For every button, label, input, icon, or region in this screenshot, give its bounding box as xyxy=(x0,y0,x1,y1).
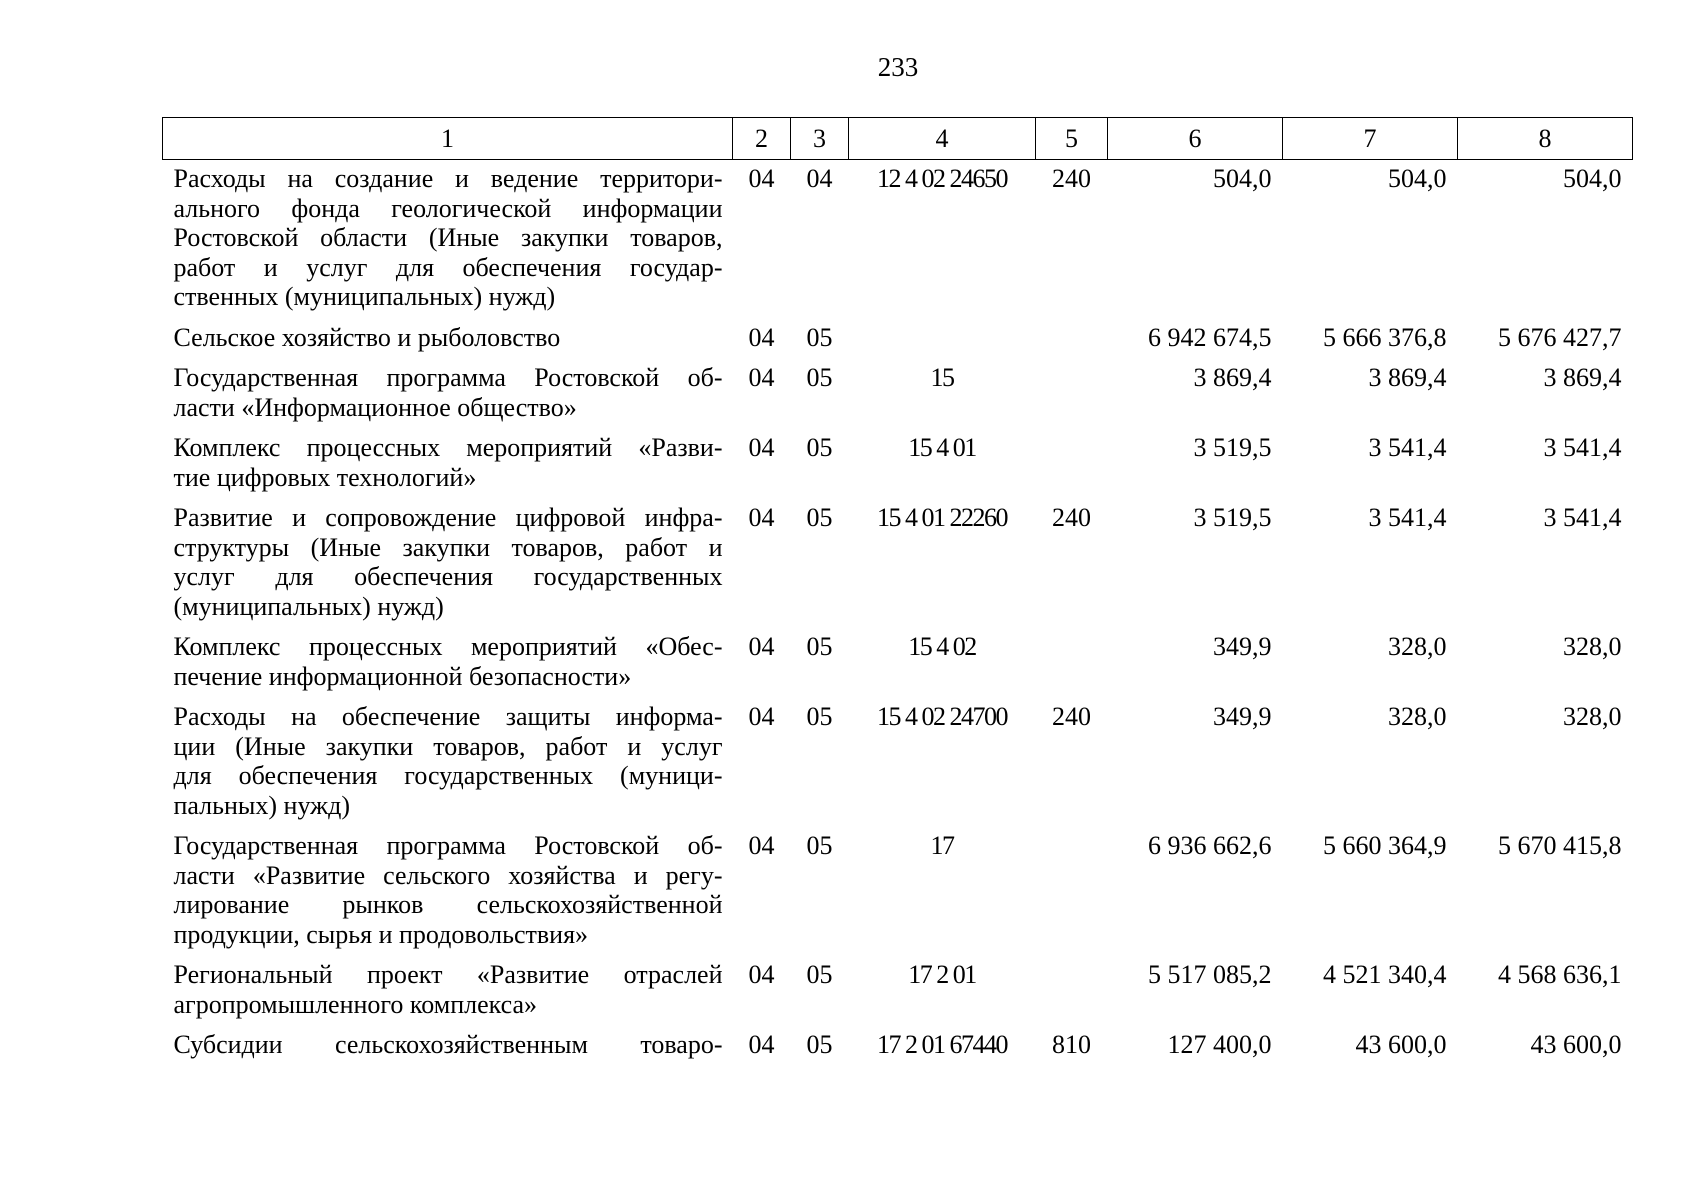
row-expense-type xyxy=(1036,429,1108,499)
row-subsection-code: 05 xyxy=(806,632,833,661)
row-target-article: 17 xyxy=(930,831,954,860)
table-row xyxy=(163,160,1633,319)
row-expense-type: 240 xyxy=(1052,702,1091,731)
row-name-line: Развитие и сопровождение цифровой инфра- xyxy=(173,503,723,532)
row-section-code: 04 xyxy=(748,164,775,193)
page-number: 233 xyxy=(877,52,919,82)
table-row xyxy=(163,628,1633,698)
row-name-line: для обеспечения государственных (муници- xyxy=(173,761,723,790)
column-header-8: 8 xyxy=(1458,118,1633,160)
table-header-row xyxy=(163,118,1633,160)
row-name-line: ции (Иные закупки товаров, работ и услуг xyxy=(173,731,723,761)
row-amount-col7: 328,0 xyxy=(1388,702,1447,731)
row-amount-col7: 3 869,4 xyxy=(1368,363,1447,392)
row-section-code: 04 xyxy=(748,363,775,392)
row-amount-col6: 349,9 xyxy=(1213,702,1272,731)
row-expense-type: 810 xyxy=(1052,1030,1091,1059)
table-body xyxy=(163,160,1633,1067)
row-name-line: работ и услуг для обеспечения государ- xyxy=(173,252,723,282)
row-amount-col8: 43 600,0 xyxy=(1530,1030,1622,1059)
row-expense-type xyxy=(1036,319,1108,360)
row-amount-col6: 5 517 085,2 xyxy=(1148,960,1272,989)
row-amount-col7: 504,0 xyxy=(1388,164,1447,193)
row-subsection-code: 05 xyxy=(806,831,833,860)
row-target-article: 17 2 01 xyxy=(908,960,976,989)
table-row xyxy=(163,698,1633,827)
row-amount-col8: 504,0 xyxy=(1563,164,1622,193)
row-amount-col7: 3 541,4 xyxy=(1368,503,1447,532)
table-row xyxy=(163,359,1633,429)
table-row xyxy=(163,956,1633,1026)
row-expense-type xyxy=(1036,628,1108,698)
row-subsection-code: 05 xyxy=(806,1030,833,1059)
row-name-line: Ростовской области (Иные закупки товаров, xyxy=(173,223,723,252)
row-name xyxy=(163,319,733,360)
row-name xyxy=(163,827,733,956)
row-name-line: ласти «Развитие сельского хозяйства и регу- xyxy=(173,860,723,890)
row-subsection-code: 04 xyxy=(806,164,833,193)
row-name-line: Комплекс процессных мероприятий «Разви- xyxy=(173,433,723,462)
row-section-code: 04 xyxy=(748,503,775,532)
row-amount-col7: 328,0 xyxy=(1388,632,1447,661)
row-name-line: Расходы на создание и ведение территори- xyxy=(173,164,723,193)
table-row xyxy=(163,827,1633,956)
row-amount-col7: 4 521 340,4 xyxy=(1323,960,1447,989)
row-name-line: тие цифровых технологий» xyxy=(173,462,477,492)
row-name xyxy=(163,628,733,698)
row-amount-col7: 5 666 376,8 xyxy=(1323,322,1447,352)
row-amount-col6: 349,9 xyxy=(1213,632,1272,661)
row-expense-type xyxy=(1036,827,1108,956)
table-row xyxy=(163,499,1633,628)
row-amount-col8: 328,0 xyxy=(1563,632,1622,661)
row-section-code: 04 xyxy=(748,960,775,989)
row-section-code: 04 xyxy=(748,322,775,352)
row-expense-type: 240 xyxy=(1052,503,1091,532)
column-header-6: 6 xyxy=(1108,118,1283,160)
row-name-line: Комплекс процессных мероприятий «Обес- xyxy=(173,632,723,661)
row-amount-col8: 328,0 xyxy=(1563,702,1622,731)
row-name xyxy=(163,160,733,319)
row-amount-col8: 3 541,4 xyxy=(1543,433,1622,462)
row-expense-type: 240 xyxy=(1052,164,1091,193)
row-subsection-code: 05 xyxy=(806,702,833,731)
row-section-code: 04 xyxy=(748,433,775,462)
column-header-4: 4 xyxy=(849,118,1036,160)
row-amount-col8: 4 568 636,1 xyxy=(1498,960,1622,989)
row-amount-col6: 504,0 xyxy=(1213,164,1272,193)
row-subsection-code: 05 xyxy=(806,503,833,532)
row-target-article: 15 4 02 xyxy=(908,632,976,661)
row-amount-col6: 6 936 662,6 xyxy=(1148,831,1272,860)
column-header-7: 7 xyxy=(1283,118,1458,160)
row-subsection-code: 05 xyxy=(806,322,833,352)
column-header-5: 5 xyxy=(1036,118,1108,160)
row-name-line: Государственная программа Ростовской об- xyxy=(173,363,723,392)
row-name-line: (муниципальных) нужд) xyxy=(173,591,444,621)
row-target-article: 15 xyxy=(930,363,954,392)
row-name-line: лирование рынков сельскохозяйственной xyxy=(173,890,723,919)
row-name-line: структуры (Иные закупки товаров, работ и xyxy=(173,532,723,562)
row-name-line: Государственная программа Ростовской об- xyxy=(173,831,723,860)
row-amount-col7: 43 600,0 xyxy=(1355,1030,1447,1059)
row-name xyxy=(163,1026,733,1067)
column-header-3: 3 xyxy=(791,118,849,160)
row-name-line: пальных) нужд) xyxy=(173,790,350,820)
row-amount-col6: 6 942 674,5 xyxy=(1148,322,1272,352)
row-target-article xyxy=(849,319,1036,360)
row-amount-col6: 3 869,4 xyxy=(1193,363,1272,392)
row-amount-col6: 3 519,5 xyxy=(1193,433,1272,462)
column-header-2: 2 xyxy=(733,118,791,160)
row-name xyxy=(163,429,733,499)
row-name-line: ственных (муниципальных) нужд) xyxy=(173,282,556,311)
row-expense-type xyxy=(1036,359,1108,429)
row-name xyxy=(163,359,733,429)
row-amount-col6: 127 400,0 xyxy=(1167,1030,1272,1059)
row-target-article: 15 4 01 22260 xyxy=(877,503,1007,532)
row-name xyxy=(163,698,733,827)
row-target-article: 15 4 02 24700 xyxy=(877,702,1007,731)
row-amount-col7: 5 660 364,9 xyxy=(1323,831,1447,860)
row-subsection-code: 05 xyxy=(806,433,833,462)
row-name-line: Региональный проект «Развитие отраслей xyxy=(173,960,723,989)
row-name-line: агропромышленного комплекса» xyxy=(173,989,538,1019)
table-row xyxy=(163,1026,1633,1067)
row-name xyxy=(163,499,733,628)
row-amount-col6: 3 519,5 xyxy=(1193,503,1272,532)
row-target-article: 17 2 01 67440 xyxy=(877,1030,1007,1059)
row-subsection-code: 05 xyxy=(806,363,833,392)
column-header-1: 1 xyxy=(163,118,733,160)
row-section-code: 04 xyxy=(748,1030,775,1059)
row-section-code: 04 xyxy=(748,632,775,661)
row-amount-col8: 5 676 427,7 xyxy=(1498,322,1622,352)
row-name-line: Сельское хозяйство и рыболовство xyxy=(173,322,561,352)
row-amount-col7: 3 541,4 xyxy=(1368,433,1447,462)
row-name-line: продукции, сырья и продовольствия» xyxy=(173,919,589,949)
row-name-line: услуг для обеспечения государственных xyxy=(173,562,723,591)
row-amount-col8: 3 541,4 xyxy=(1543,503,1622,532)
row-name-line: ласти «Информационное общество» xyxy=(173,392,577,422)
row-name-line: Расходы на обеспечение защиты информа- xyxy=(173,702,723,731)
row-section-code: 04 xyxy=(748,831,775,860)
row-subsection-code: 05 xyxy=(806,960,833,989)
table-row xyxy=(163,429,1633,499)
row-section-code: 04 xyxy=(748,702,775,731)
row-name-line: Субсидии сельскохозяйственным товаро- xyxy=(173,1030,723,1059)
row-amount-col8: 3 869,4 xyxy=(1543,363,1622,392)
row-expense-type xyxy=(1036,956,1108,1026)
row-name-line: ального фонда геологической информации xyxy=(173,193,723,223)
table-row xyxy=(163,319,1633,360)
row-amount-col8: 5 670 415,8 xyxy=(1498,831,1622,860)
row-target-article: 12 4 02 24650 xyxy=(877,164,1007,193)
budget-table xyxy=(162,117,1633,1067)
row-name-line: печение информационной безопасности» xyxy=(173,661,632,691)
row-target-article: 15 4 01 xyxy=(908,433,976,462)
row-name xyxy=(163,956,733,1026)
